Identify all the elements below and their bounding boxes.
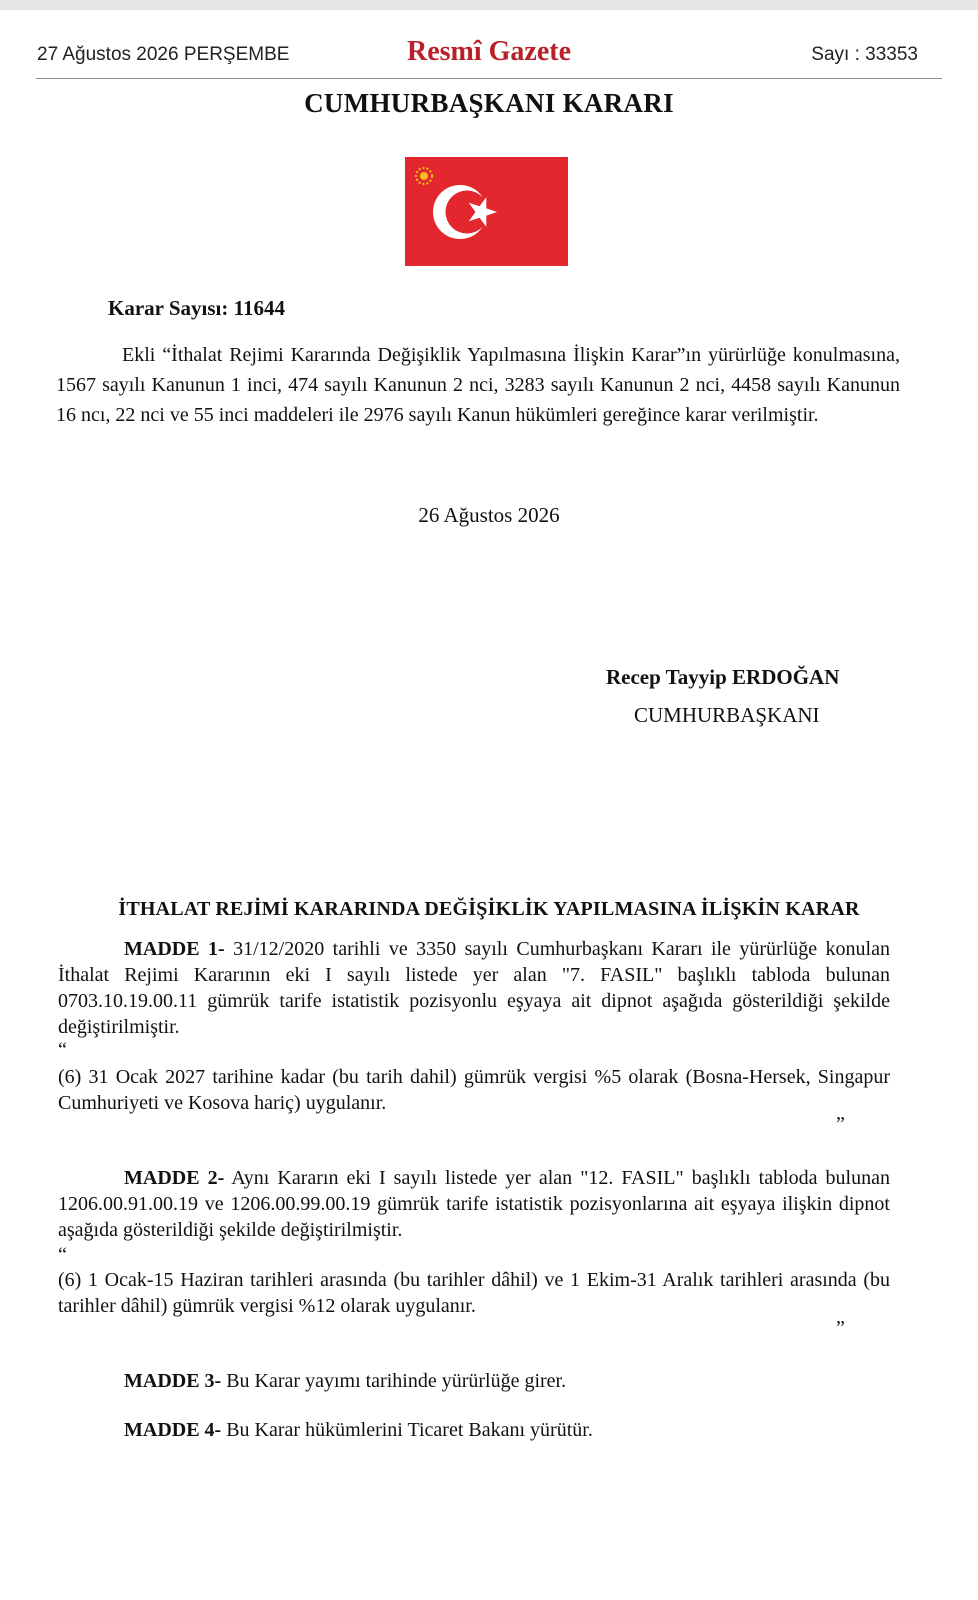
decision-number-value: 11644	[233, 296, 285, 320]
article-1-label: MADDE 1-	[124, 938, 225, 960]
document-type-heading: CUMHURBAŞKANI KARARI	[304, 88, 674, 118]
article-2	[58, 1165, 890, 1243]
article-1-text: 31/12/2020 tarihli ve 3350 sayılı Cumhurbaşkanı Kararı ile yürürlüğe konulan İthalat Rejimi Kararının eki I sayılı listede yer alan "7. FASIL" başlıklı tabloda bulunan 0703.10.19.00.11 gümrük tarife istatistik pozisyonlu eşyaya ait dipnot aşağıda gösterildiği şekilde değiştirilmiştir.	[58, 938, 890, 1038]
article-3-text: Bu Karar yayımı tarihinde yürürlüğe girer.	[226, 1370, 567, 1392]
article-4	[124, 1419, 593, 1442]
decision-number	[108, 296, 285, 321]
decision-date: 26 Ağustos 2026	[418, 503, 560, 527]
article-1-quoted-footnote: (6) 31 Ocak 2027 tarihine kadar (bu tarih dahil) gümrük vergisi %5 olarak (Bosna-Hersek, Singapur Cumhuriyeti ve Kosova hariç) uygulanır.	[58, 1066, 890, 1114]
signatory-name: Recep Tayyip ERDOĞAN	[606, 665, 840, 689]
article-2-text: Aynı Kararın eki I sayılı listede yer alan "12. FASIL" başlıklı tabloda bulunan 1206.00.91.00.19 ve 1206.00.99.00.19 gümrük tarife istatistik pozisyonlarına ait eşyaya ilişkin dipnot aşağıda gösterildiği şekilde değiştirilmiştir.	[58, 1167, 890, 1241]
gazette-title: Resmî Gazete	[406, 36, 572, 67]
quote-open-mark: “	[58, 1244, 67, 1266]
quote-open-mark: “	[58, 1039, 67, 1061]
article-2-quoted-footnote: (6) 1 Ocak-15 Haziran tarihleri arasında (bu tarihler dâhil) ve 1 Ekim-31 Aralık tarihleri arasında (bu tarihler dâhil) gümrük vergisi %12 olarak uygulanır.	[58, 1269, 890, 1317]
article-2-label: MADDE 2-	[124, 1167, 225, 1189]
top-band	[0, 0, 978, 10]
article-3-label: MADDE 3-	[124, 1370, 222, 1392]
article-4-text: Bu Karar hükümlerini Ticaret Bakanı yürütür.	[226, 1419, 593, 1441]
article-1	[58, 936, 890, 1040]
annex-title: İTHALAT REJİMİ KARARINDA DEĞİŞİKLİK YAPILMASINA İLİŞKİN KARAR	[118, 898, 860, 920]
header-divider	[36, 78, 942, 79]
quote-close-mark: ”	[836, 1317, 845, 1339]
gazette-issue-number: Sayı : 33353	[811, 44, 918, 65]
decision-number-label: Karar Sayısı:	[108, 296, 229, 320]
signatory-title: CUMHURBAŞKANI	[634, 703, 820, 727]
presidential-flag-icon	[405, 157, 568, 266]
gazette-date: 27 Ağustos 2026 PERŞEMBE	[37, 44, 290, 65]
decision-text: Ekli “İthalat Rejimi Kararında Değişiklik Yapılmasına İlişkin Karar”ın yürürlüğe konulmasına, 1567 sayılı Kanunun 1 inci, 474 sayılı Kanunun 2 nci, 3283 sayılı Kanunun 2 nci, 4458 sayılı Kanunun 16 ncı, 22 nci ve 55 inci maddeleri ile 2976 sayılı Kanun hükümleri gereğince karar verilmiştir.	[56, 344, 900, 426]
quote-close-mark: ”	[836, 1113, 845, 1135]
article-3	[124, 1370, 566, 1393]
article-4-label: MADDE 4-	[124, 1419, 222, 1441]
